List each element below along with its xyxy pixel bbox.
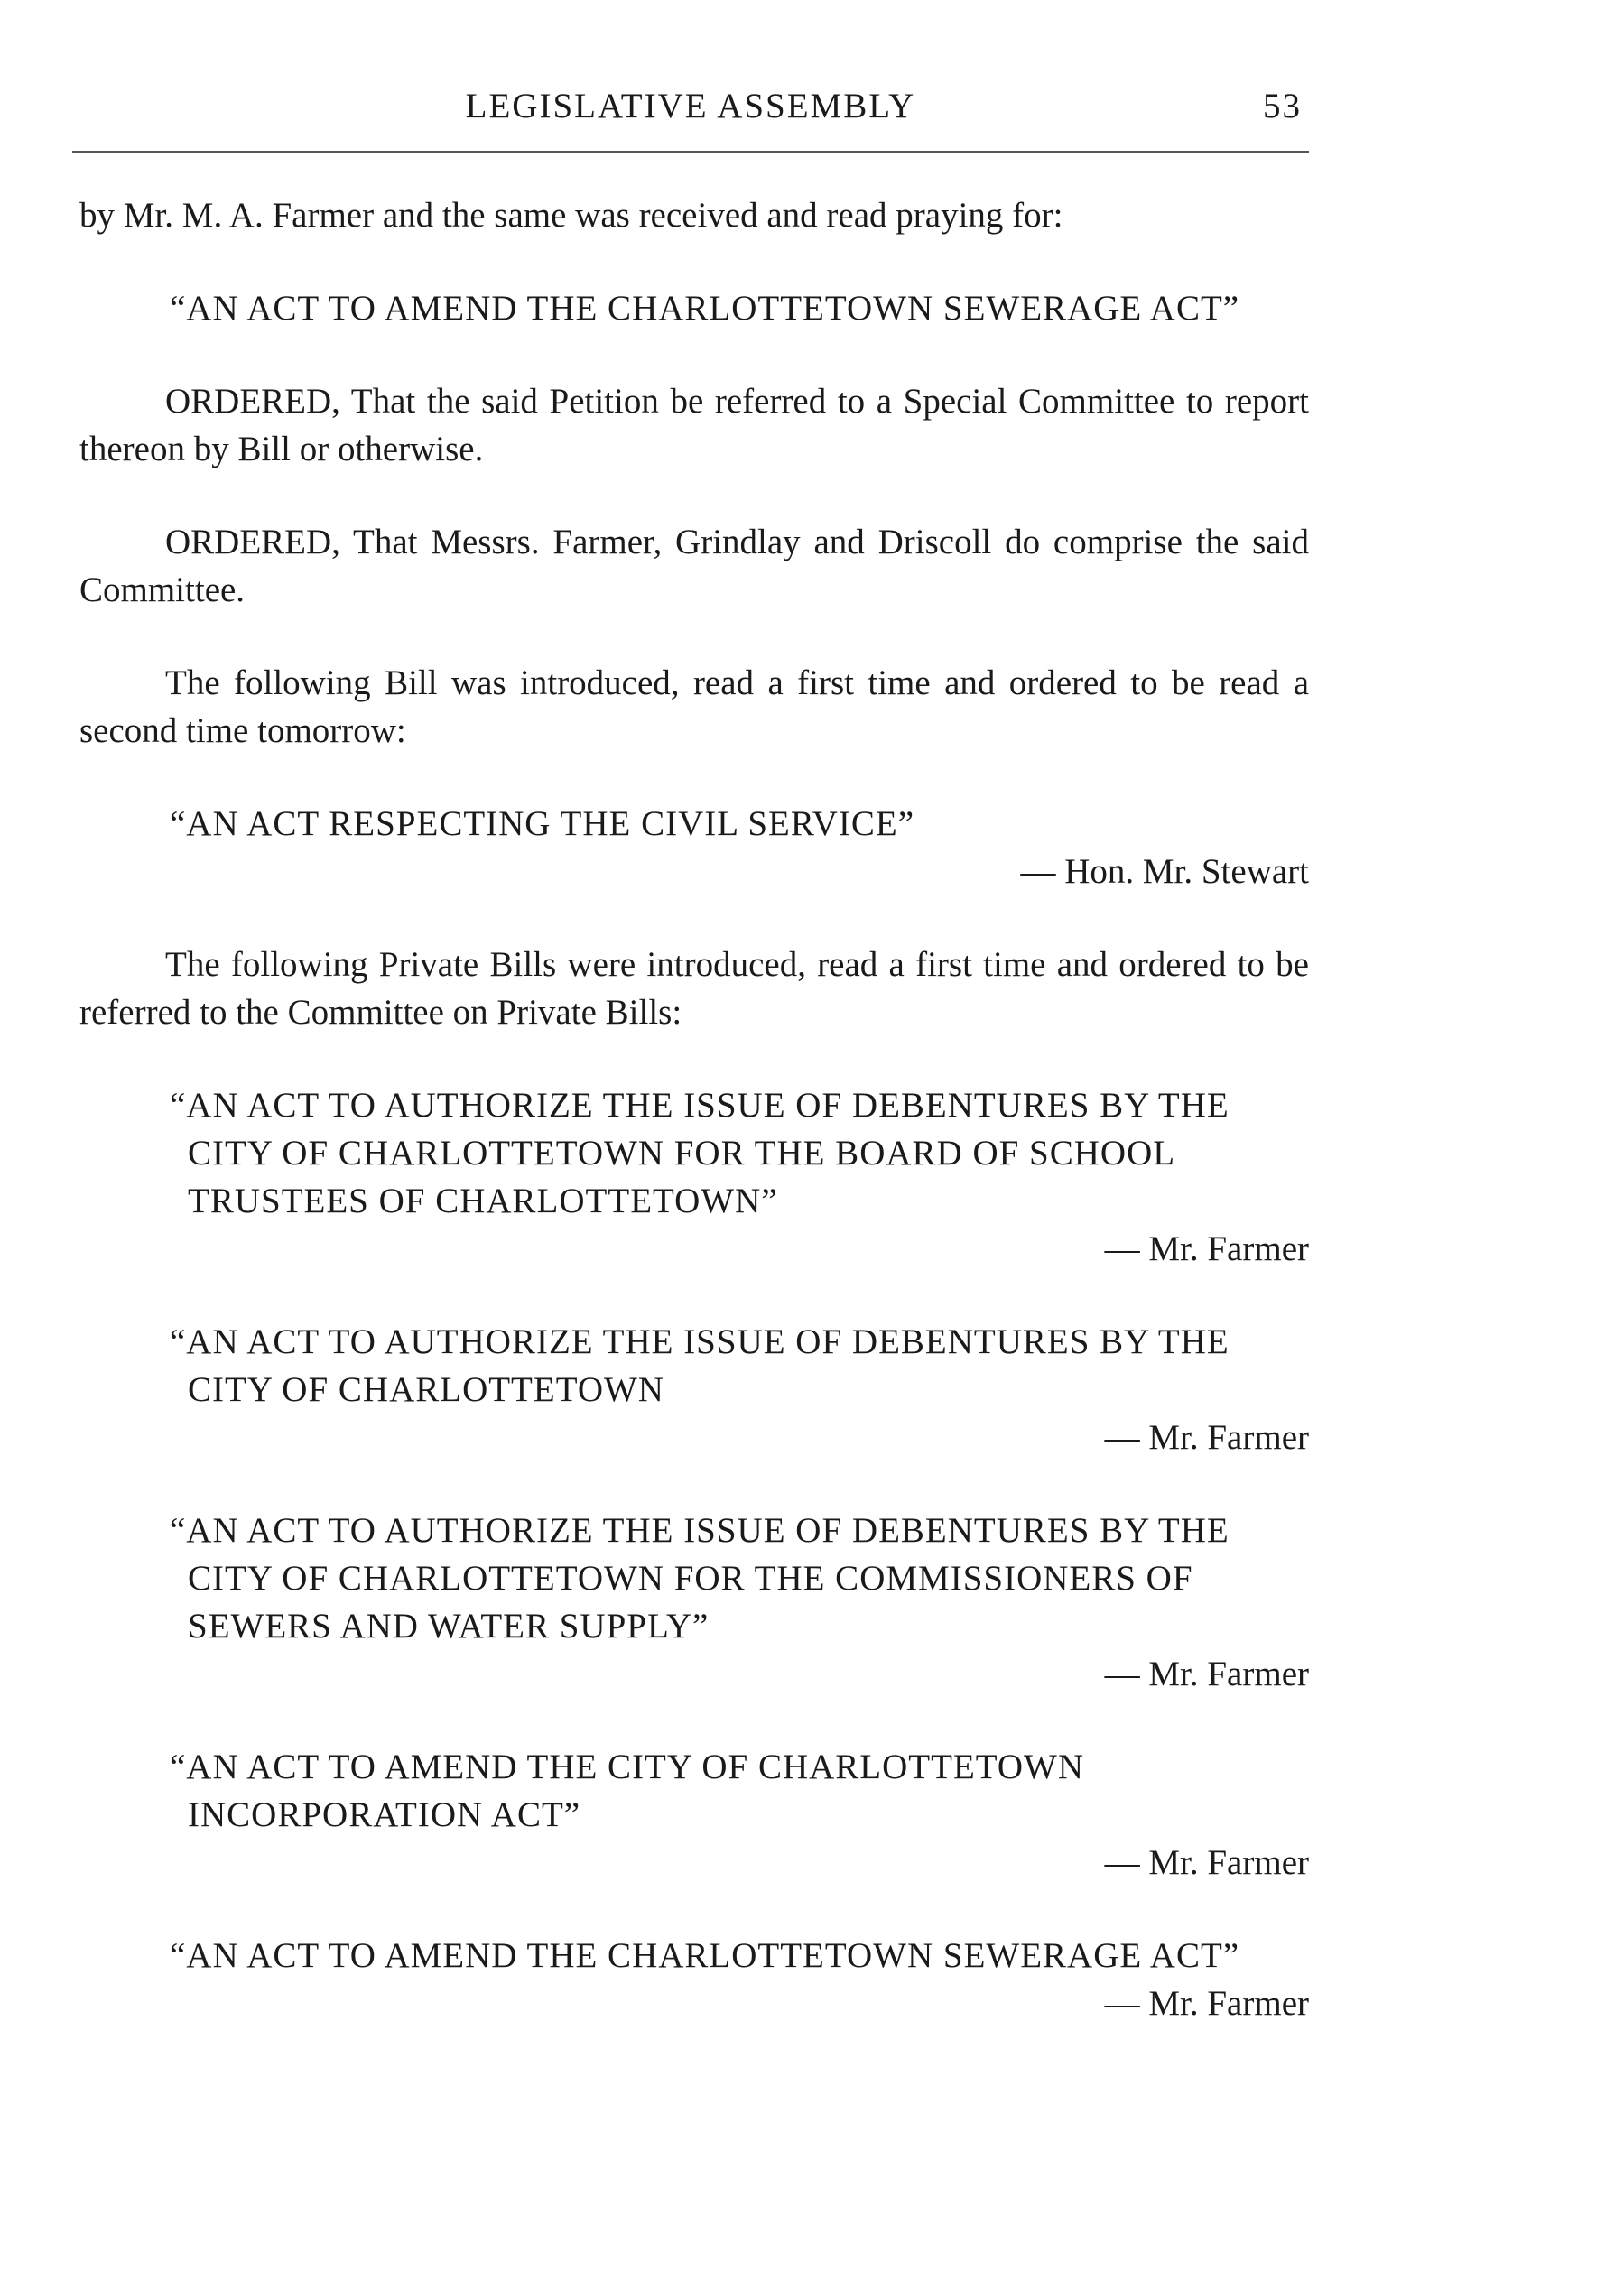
private-bill-5 bbox=[79, 1932, 1309, 2027]
act-sponsor: — Mr. Farmer bbox=[1104, 1843, 1309, 1882]
page-body bbox=[79, 191, 1309, 2072]
act-sponsor: — Mr. Farmer bbox=[1104, 1655, 1309, 1693]
act-title: “AN ACT RESPECTING THE CIVIL SERVICE” bbox=[170, 804, 915, 843]
act-block-petition bbox=[79, 284, 1309, 332]
page-number: 53 bbox=[1263, 87, 1302, 125]
header-rule bbox=[72, 151, 1309, 153]
private-bill-4 bbox=[79, 1743, 1309, 1887]
paragraph-bill-introduced: The following Bill was introduced, read a first time and ordered to be read a second time tomorrow: bbox=[79, 663, 1309, 750]
act-title: “AN ACT TO AUTHORIZE THE ISSUE OF DEBENTURES BY THE CITY OF CHARLOTTETOWN FOR THE COMMISSIONERS OF SEWERS AND WATER SUPPLY” bbox=[170, 1511, 1230, 1646]
private-bill-2 bbox=[79, 1318, 1309, 1461]
paragraph-petition-continued: by Mr. M. A. Farmer and the same was received and read praying for: bbox=[79, 196, 1063, 235]
paragraph-ordered-committee: ORDERED, That Messrs. Farmer, Grindlay and Driscoll do comprise the said Committee. bbox=[79, 523, 1309, 609]
header-title: LEGISLATIVE ASSEMBLY bbox=[465, 87, 916, 125]
act-sponsor: — Hon. Mr. Stewart bbox=[1020, 852, 1309, 891]
act-title: “AN ACT TO AUTHORIZE THE ISSUE OF DEBENTURES BY THE CITY OF CHARLOTTETOWN FOR THE BOARD OF SCHOOL TRUSTEES OF CHARLOTTETOWN” bbox=[170, 1086, 1230, 1220]
act-title: “AN ACT TO AMEND THE CHARLOTTETOWN SEWERAGE ACT” bbox=[170, 289, 1240, 328]
running-header bbox=[72, 86, 1309, 140]
act-title: “AN ACT TO AMEND THE CHARLOTTETOWN SEWERAGE ACT” bbox=[170, 1936, 1240, 1975]
act-title: “AN ACT TO AUTHORIZE THE ISSUE OF DEBENTURES BY THE CITY OF CHARLOTTETOWN bbox=[170, 1322, 1230, 1409]
act-sponsor: — Mr. Farmer bbox=[1104, 1984, 1309, 2023]
act-block-civil-service bbox=[79, 800, 1309, 895]
paragraph-ordered-referral: ORDERED, That the said Petition be referred to a Special Committee to report thereon by Bill or otherwise. bbox=[79, 382, 1309, 468]
private-bill-3 bbox=[79, 1507, 1309, 1698]
act-title: “AN ACT TO AMEND THE CITY OF CHARLOTTETOWN INCORPORATION ACT” bbox=[170, 1748, 1085, 1834]
act-sponsor: — Mr. Farmer bbox=[1104, 1229, 1309, 1268]
paragraph-private-bills-introduced: The following Private Bills were introduced, read a first time and ordered to be referred to the Committee on Private Bills: bbox=[79, 945, 1309, 1032]
act-sponsor: — Mr. Farmer bbox=[1104, 1418, 1309, 1457]
private-bill-1 bbox=[79, 1081, 1309, 1273]
